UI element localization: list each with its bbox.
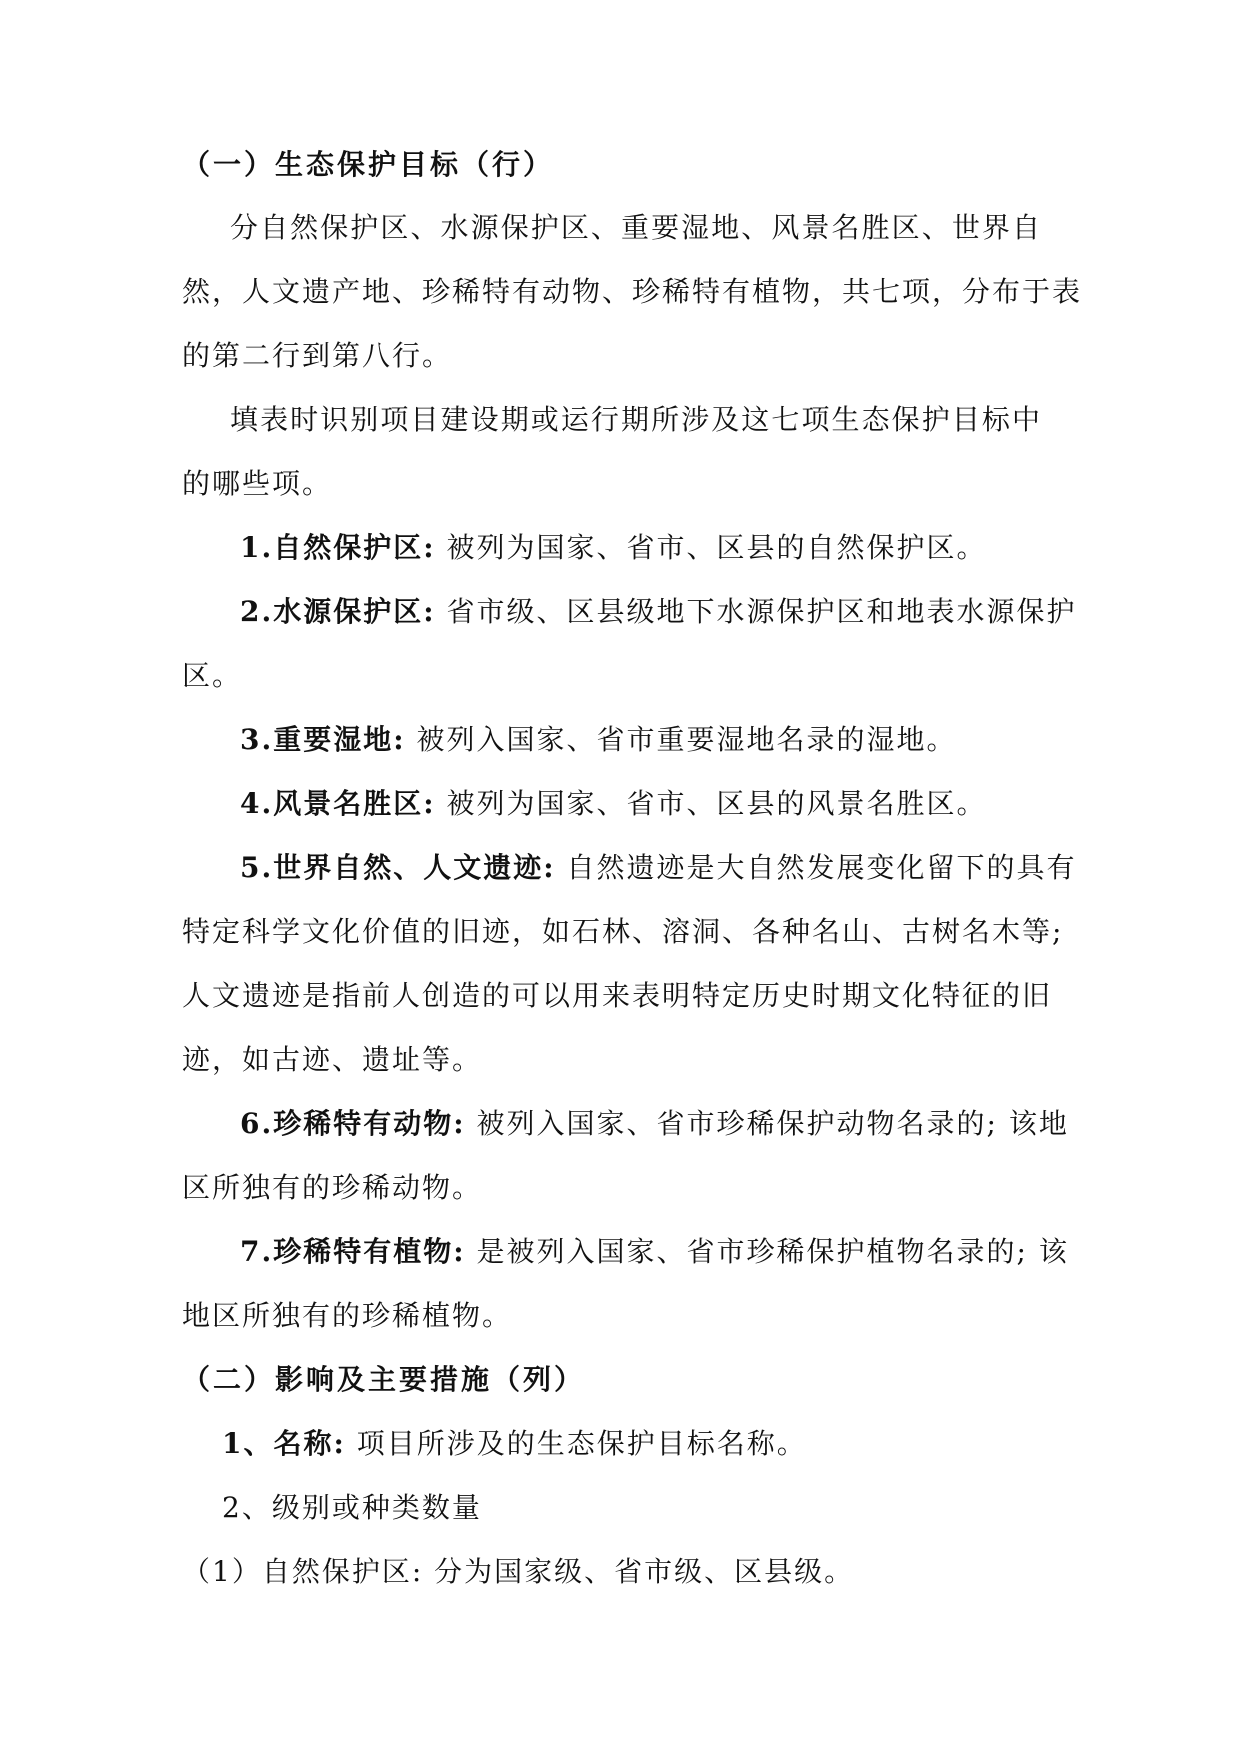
list-item-wetland [240, 720, 957, 760]
list-item-heritage-line-2: 特定科学文化价值的旧迹，如石林、溶洞、各种名山、古树名木等; [182, 915, 1064, 948]
list-item-rare-plants-continuation: 地区所独有的珍稀植物。 [182, 1299, 513, 1332]
intro-paragraph-2-line-2: 的哪些项。 [182, 467, 333, 500]
list-item-heritage-line-4: 迹，如古迹、遗址等。 [182, 1043, 483, 1076]
term-definition: 被列入国家、省市珍稀保护动物名录的; 该地 [476, 1107, 1069, 1140]
intro-paragraph-1-line-1: 分自然保护区、水源保护区、重要湿地、风景名胜区、世界自 [230, 211, 1042, 244]
term-label: 3.重要湿地: [240, 723, 406, 756]
list-item-heritage [240, 848, 1077, 888]
term-definition: 省市级、区县级地下水源保护区和地表水源保护 [446, 595, 1077, 628]
list-item-rare-animals [240, 1104, 1069, 1144]
section-heading-impacts-measures: （二）影响及主要措施（列） [182, 1363, 586, 1396]
list-item-water-source [240, 592, 1077, 632]
list-item-water-source-continuation: 区。 [182, 659, 243, 692]
list-item-heritage-line-3: 人文遗迹是指前人创造的可以用来表明特定历史时期文化特征的旧 [182, 979, 1053, 1012]
intro-paragraph-2-line-1: 填表时识别项目建设期或运行期所涉及这七项生态保护目标中 [230, 403, 1042, 436]
term-definition: 被列入国家、省市重要湿地名录的湿地。 [416, 723, 957, 756]
term-definition: 是被列入国家、省市珍稀保护植物名录的; 该 [476, 1235, 1069, 1268]
list-item-rare-animals-continuation: 区所独有的珍稀动物。 [182, 1171, 483, 1204]
section-heading-ecological-targets: （一）生态保护目标（行） [182, 148, 555, 181]
list-item-name [222, 1424, 807, 1464]
term-label: 1、名称: [222, 1427, 346, 1460]
term-label: 6.珍稀特有动物: [240, 1107, 466, 1140]
term-label: 4.风景名胜区: [240, 787, 436, 820]
intro-paragraph-1-line-2: 然，人文遗产地、珍稀特有动物、珍稀特有植物，共七项，分布于表 [182, 275, 1083, 308]
list-item-scenic-area [240, 784, 987, 824]
term-label: 7.珍稀特有植物: [240, 1235, 466, 1268]
term-definition: 自然遗迹是大自然发展变化留下的具有 [566, 851, 1077, 884]
term-definition: 被列为国家、省市、区县的风景名胜区。 [446, 787, 987, 820]
sub-item-nature-reserve-levels: （1）自然保护区: 分为国家级、省市级、区县级。 [182, 1555, 855, 1588]
term-label: 2.水源保护区: [240, 595, 436, 628]
intro-paragraph-1-line-3: 的第二行到第八行。 [182, 339, 453, 372]
term-definition: 项目所涉及的生态保护目标名称。 [356, 1427, 807, 1460]
term-label: 5.世界自然、人文遗迹: [240, 851, 556, 884]
list-item-level-or-quantity: 2、级别或种类数量 [222, 1491, 482, 1524]
term-definition: 被列为国家、省市、区县的自然保护区。 [446, 531, 987, 564]
term-label: 1.自然保护区: [240, 531, 436, 564]
list-item-nature-reserve [240, 528, 987, 568]
list-item-rare-plants [240, 1232, 1069, 1272]
